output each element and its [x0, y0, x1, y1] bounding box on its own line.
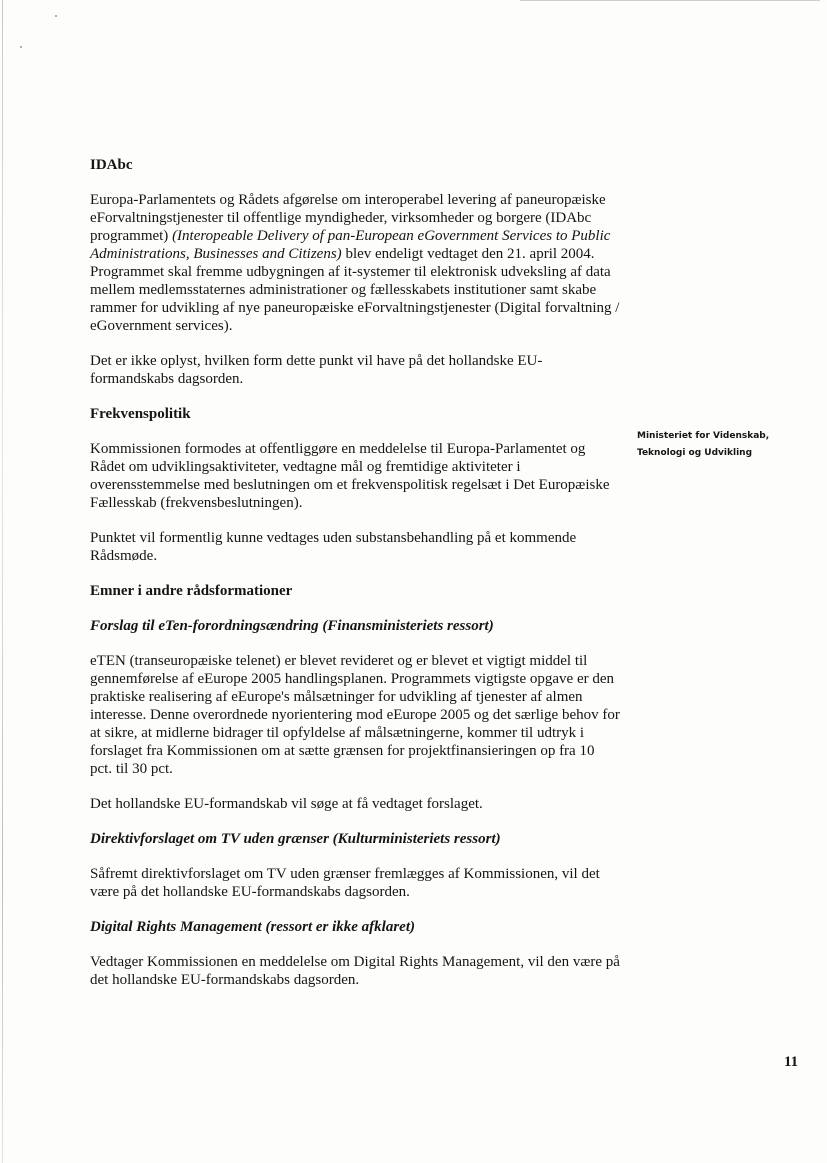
ministry-line-2: Teknologi og Udvikling: [637, 448, 753, 458]
subheading-drm: Digital Rights Management (ressort er ikke afklaret): [90, 919, 416, 935]
scan-edge-left: [2, 0, 3, 1163]
document-body: [90, 156, 620, 1006]
section-heading-idabc: IDAbc: [90, 157, 133, 173]
ministry-line-1: Ministeriet for Videnskab,: [637, 431, 770, 441]
page-number: 11: [784, 1054, 799, 1070]
eten-paragraph-2: Det hollandske EU-formandskab vil søge at få vedtaget forslaget.: [90, 796, 483, 812]
idabc-para1-text-a: Europa-Parlamentets og Rådets afgørelse om interoperabel levering af paneuropæiske eForvaltningstjenester til offentlige myndigheder, virksomheder og borgere (IDAbc programmet): [90, 192, 606, 244]
section-heading-emner: Emner i andre rådsformationer: [90, 583, 293, 599]
scan-edge-top: [520, 0, 820, 1]
scan-speck: [20, 46, 22, 48]
subheading-eten: Forslag til eTen-forordningsændring (Finansministeriets ressort): [90, 618, 494, 634]
ministry-side-note: [637, 428, 807, 462]
tv-paragraph-1: Såfremt direktivforslaget om TV uden grænser fremlægges af Kommissionen, vil det være på det hollandske EU-formandskabs dagsorden.: [90, 866, 600, 900]
frekvens-paragraph-2: Punktet vil formentlig kunne vedtages uden substansbehandling på et kommende Rådsmøde.: [90, 530, 577, 564]
frekvens-paragraph-1: Kommissionen formodes at offentliggøre en meddelelse til Europa-Parlamentet og Rådet om udviklingsaktiviteter, vedtagne mål og fremtidige aktiviteter i overensstemmelse med beslutningen om et frekvenspolitisk regelsæt i Det Europæiske Fællesskab (frekvensbeslutningen).: [90, 441, 610, 511]
section-heading-frekvenspolitik: Frekvenspolitik: [90, 406, 191, 422]
idabc-para1-text-b: blev endeligt vedtaget den 21. april 2004. Programmet skal fremme udbygningen af it-systemer til elektronisk udveksling af data mellem medlemsstaternes administrationer og fællesskabets institutioner samt skabe rammer for udvikling af nye paneuropæiske eForvaltningstjenester (Digital forvaltning / eGovernment services).: [90, 246, 620, 334]
scan-speck: [55, 15, 57, 17]
eten-paragraph-1: eTEN (transeuropæiske telenet) er blevet revideret og er blevet et vigtigt middel til gennemførelse af eEurope 2005 handlingsplanen. Programmets vigtigste opgave er den praktiske realisering af eEurope's målsætninger for udvikling af tjenester af almen interesse. Denne overordnede nyorientering mod eEurope 2005 og det særlige behov for at sikre, at midlerne bidrager til opfyldelse af målsætningerne, kommer til udtryk i forslaget fra Kommissionen om at sætte grænsen for projektfinansieringen op fra 10 pct. til 30 pct.: [90, 653, 620, 777]
idabc-paragraph-1: [90, 191, 620, 335]
idabc-para1-italic: (Interopeable Delivery of pan-European eGovernment Services to Public Administrations, Businesses and Citizens): [90, 228, 611, 262]
idabc-paragraph-2: Det er ikke oplyst, hvilken form dette punkt vil have på det hollandske EU-formandskabs dagsorden.: [90, 353, 543, 387]
subheading-tv: Direktivforslaget om TV uden grænser (Kulturministeriets ressort): [90, 831, 501, 847]
drm-paragraph-1: Vedtager Kommissionen en meddelelse om Digital Rights Management, vil den være på det hollandske EU-formandskabs dagsorden.: [90, 954, 620, 988]
